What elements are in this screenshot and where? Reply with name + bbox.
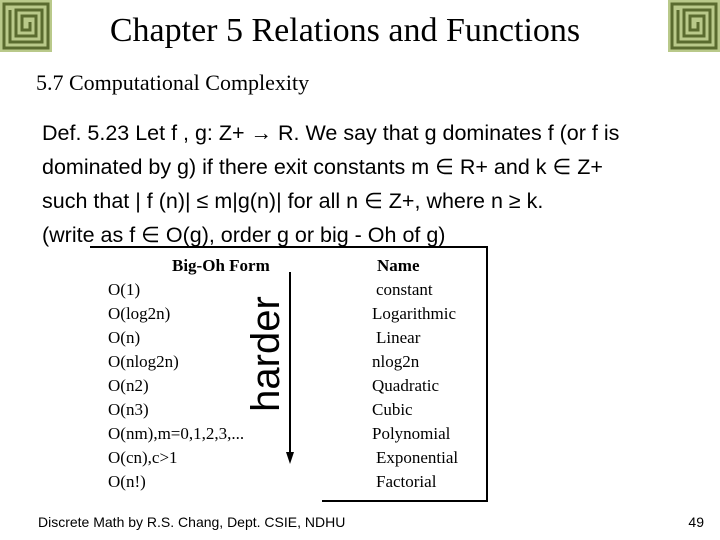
harder-label-container [244,296,288,412]
name-item: nlog2n [372,352,420,371]
definition-line-2-text: dominated by g) if there exit constants m ∈ R+ and k ∈ Z+ [42,155,603,179]
name-item: Quadratic [372,376,440,395]
definition-line-3 [42,184,702,218]
big-oh-table-top-rule [90,246,322,248]
definition-line-1 [42,116,702,150]
slide-title: Chapter 5 Relations and Functions [109,12,581,49]
definition-line-2 [42,150,702,184]
big-oh-forms-list [108,278,244,494]
section-subtitle: 5.7 Computational Complexity [36,70,310,95]
name-item: Cubic [372,400,413,419]
page-number: 49 [688,514,704,530]
form-item: O(nm),m=0,1,2,3,... [108,424,245,443]
name-item: constant [376,280,433,299]
definition-block [42,116,702,252]
footer-credit: Discrete Math by R.S. Chang, Dept. CSIE, NDHU [38,514,346,530]
complexity-names-list [372,278,458,494]
form-item: O(nlog2n) [108,352,179,371]
name-item: Polynomial [372,424,451,443]
form-item: O(n2) [108,376,149,395]
name-item: Linear [376,328,421,347]
down-arrow-icon [286,272,294,464]
form-item: O(n!) [108,472,146,491]
harder-label: harder [244,296,288,412]
definition-line-4-text: (write as f ∈ O(g), order g or big - Oh of g) [42,223,446,247]
form-item: O(cn),c>1 [108,448,178,467]
form-item: O(log2n) [108,304,171,323]
definition-line-3-text: such that | f (n)| ≤ m|g(n)| for all n ∈ Z+, where n ≥ k. [42,189,544,213]
form-item: O(n) [108,328,141,347]
definition-line-1-text: Def. 5.23 Let f , g: Z+ → R. We say that g dominates f (or f is [42,121,620,145]
column-header-form: Big-Oh Form [172,256,270,275]
name-item: Factorial [376,472,437,491]
form-item: O(n3) [108,400,149,419]
name-item: Exponential [376,448,459,467]
name-item: Logarithmic [372,304,457,323]
form-item: O(1) [108,280,141,299]
column-header-name: Name [377,256,420,275]
